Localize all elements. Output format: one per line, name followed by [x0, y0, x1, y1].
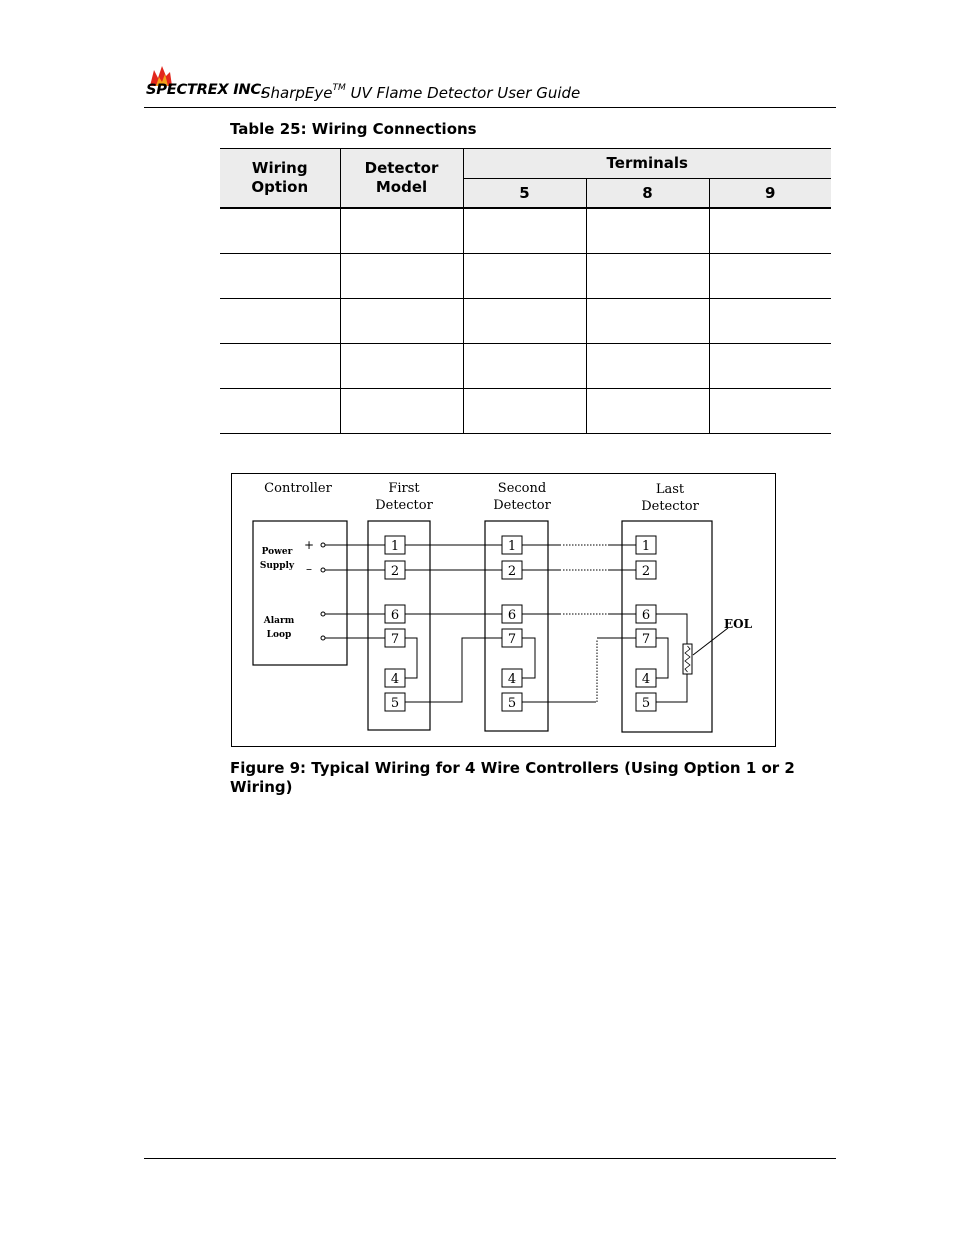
- power-supply-label: Power: [261, 547, 293, 557]
- terminal-number: 1: [507, 539, 517, 554]
- terminal-number: 4: [641, 672, 651, 687]
- header-rule: [144, 107, 836, 108]
- first-detector-label: First: [388, 481, 420, 496]
- wiring-table: [220, 148, 831, 434]
- terminal-number: 2: [641, 564, 651, 579]
- table-cell: [220, 299, 340, 344]
- table-cell: [463, 389, 586, 434]
- first-detector-terminals: [385, 536, 405, 711]
- detector-model-header: Detector Model: [340, 149, 463, 209]
- table-row: [220, 299, 831, 344]
- table-cell: [340, 344, 463, 389]
- spectrex-logo: [144, 62, 267, 102]
- table-cell: [709, 389, 831, 434]
- wiring-diagram: [231, 473, 776, 747]
- table-cell: [709, 344, 831, 389]
- table-cell: [340, 208, 463, 254]
- table-row: [220, 344, 831, 389]
- terminal-number: 5: [390, 696, 400, 711]
- terminal-number: 5: [641, 696, 651, 711]
- table-cell: [586, 299, 709, 344]
- figure-caption: Figure 9: Typical Wiring for 4 Wire Controllers (Using Option 1 or 2 Wiring): [230, 759, 795, 796]
- page-header: [144, 62, 836, 108]
- table-cell: [709, 254, 831, 299]
- terminal-number: 6: [390, 608, 400, 623]
- terminal-dot: [321, 543, 325, 547]
- table-row: [220, 389, 831, 434]
- plus-sign: +: [303, 538, 315, 552]
- table-cell: [220, 389, 340, 434]
- terminal-number: 7: [507, 632, 517, 647]
- terminal-number: 1: [390, 539, 400, 554]
- table-cell: [340, 299, 463, 344]
- terminal-number: 5: [507, 696, 517, 711]
- document-title: [261, 84, 580, 102]
- alarm-loop-label-2: Loop: [266, 630, 292, 640]
- terminal-5-header: 5: [463, 179, 586, 209]
- table-cell: [586, 344, 709, 389]
- second-detector-terminals: [502, 536, 522, 711]
- title-rest: UV Flame Detector User Guide: [345, 84, 581, 102]
- table-row: [220, 254, 831, 299]
- table-cell: [220, 344, 340, 389]
- terminal-number: 2: [507, 564, 517, 579]
- terminal-number: 7: [390, 632, 400, 647]
- table-cell: [709, 299, 831, 344]
- second-detector-label-2: Detector: [493, 498, 551, 513]
- last-detector-terminals: [636, 536, 656, 711]
- product-name: SharpEye: [261, 84, 333, 102]
- terminal-8-header: 8: [586, 179, 709, 209]
- terminal-number: 4: [390, 672, 400, 687]
- controller-label: Controller: [264, 481, 332, 496]
- terminal-dot: [321, 568, 325, 572]
- table-cell: [586, 389, 709, 434]
- table-cell: [709, 208, 831, 254]
- table-cell: [463, 344, 586, 389]
- second-detector-label: Second: [497, 481, 547, 496]
- terminal-dot: [321, 636, 325, 640]
- last-detector-label-2: Detector: [641, 499, 699, 514]
- table-cell: [586, 208, 709, 254]
- terminal-9-header: 9: [709, 179, 831, 209]
- table-cell: [220, 254, 340, 299]
- minus-sign: –: [306, 562, 312, 576]
- terminal-number: 4: [507, 672, 517, 687]
- wiring-option-header: Wiring Option: [220, 149, 340, 209]
- eol-label: EOL: [723, 617, 753, 631]
- table-cell: [586, 254, 709, 299]
- terminal-number: 7: [641, 632, 651, 647]
- terminal-number: 6: [507, 608, 517, 623]
- table-cell: [220, 208, 340, 254]
- terminal-dot: [321, 612, 325, 616]
- table-cell: [463, 208, 586, 254]
- table-cell: [463, 299, 586, 344]
- terminal-number: 6: [641, 608, 651, 623]
- table-cell: [463, 254, 586, 299]
- alarm-loop-label: Alarm: [263, 616, 295, 626]
- footer-rule: [144, 1158, 836, 1159]
- last-detector-label: Last: [655, 482, 685, 497]
- table-cell: [340, 389, 463, 434]
- power-supply-label-2: Supply: [259, 561, 295, 571]
- table-caption: Table 25: Wiring Connections: [230, 120, 477, 138]
- trademark: TM: [332, 83, 346, 93]
- terminal-number: 1: [641, 539, 651, 554]
- first-detector-label-2: Detector: [375, 498, 433, 513]
- logo-text: SPECTREX INC.: [146, 82, 267, 98]
- terminal-number: 2: [390, 564, 400, 579]
- table-row: [220, 208, 831, 254]
- terminals-header: Terminals: [463, 149, 831, 179]
- table-cell: [340, 254, 463, 299]
